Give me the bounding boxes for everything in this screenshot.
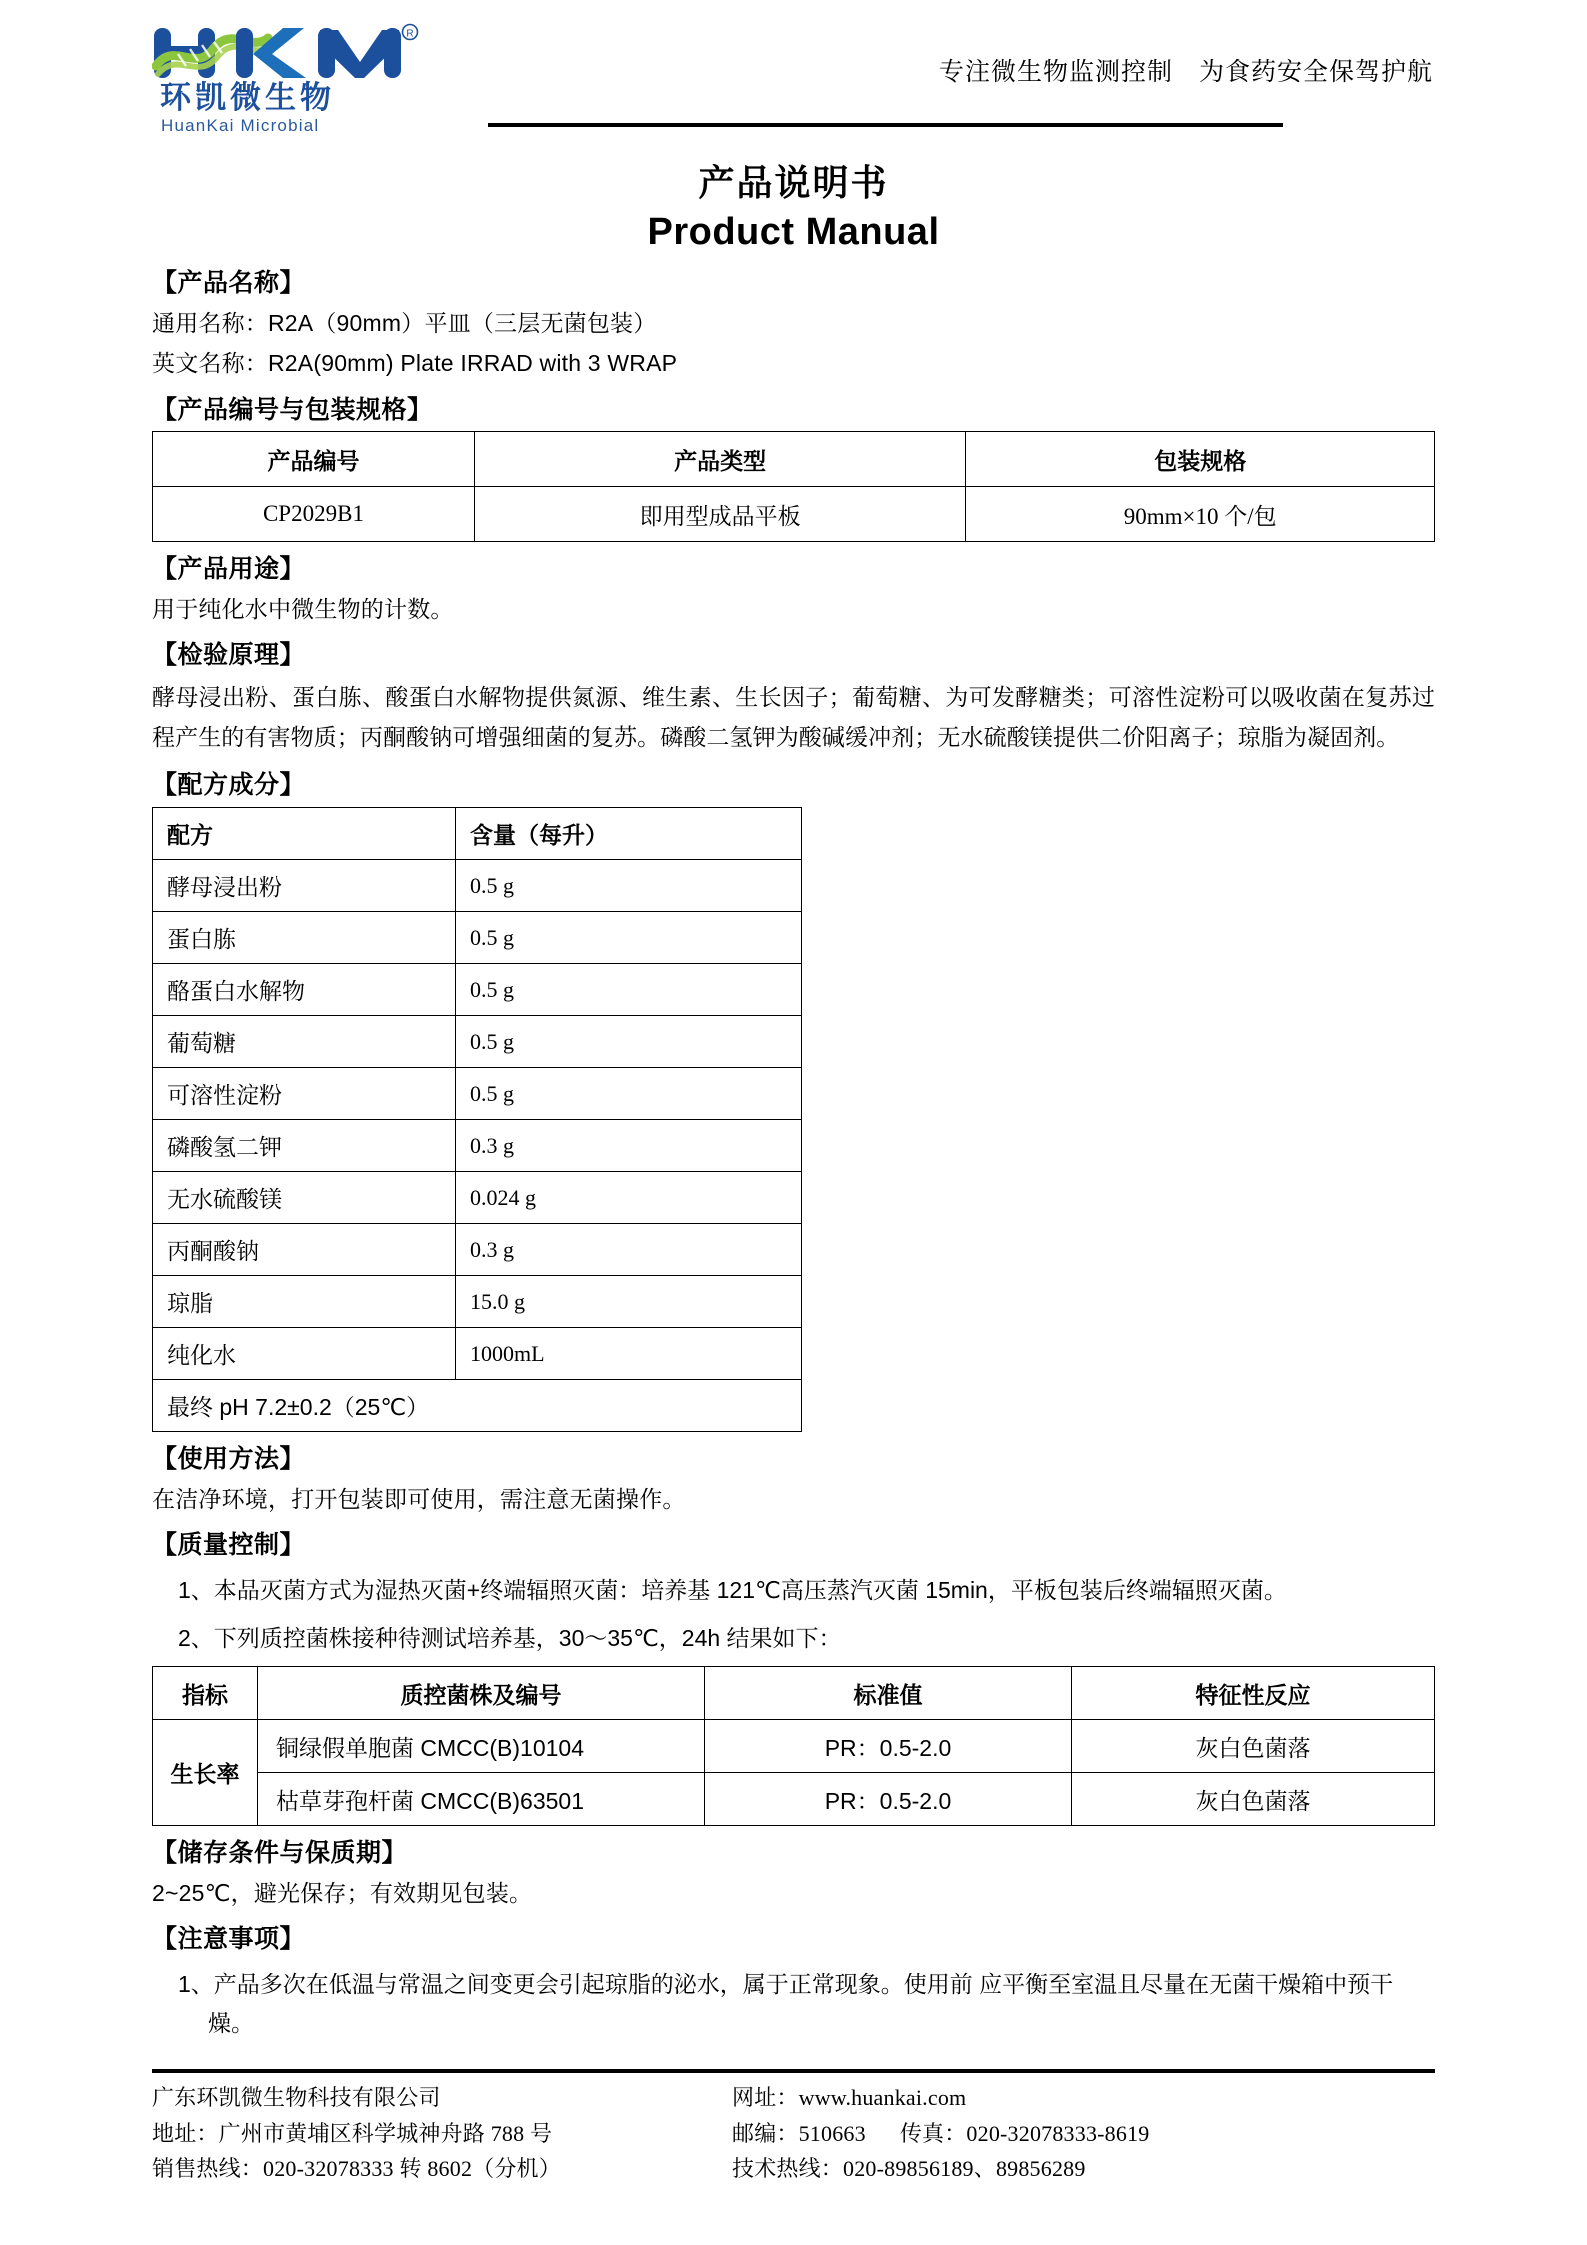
principle-text: 酵母浸出粉、蛋白胨、酸蛋白水解物提供氮源、维生素、生长因子；葡萄糖、为可发酵糖类；可溶性淀粉可以吸收菌在复苏过程产生的有害物质；丙酮酸钠可增强细菌的复苏。磷酸二氢钾为酸碱缓冲剂；无水硫酸镁提供二价阳离子；琼脂为凝固剂。: [152, 684, 1435, 751]
english-name-label: 英文名称：: [152, 350, 268, 377]
cell-amount: 0.5 g: [456, 964, 802, 1016]
cell-ingredient: 无水硫酸镁: [153, 1172, 456, 1224]
table-header-row: [153, 432, 1435, 487]
cell-amount: 1000mL: [456, 1328, 802, 1380]
cell-ingredient: 丙酮酸钠: [153, 1224, 456, 1276]
cell-amount: 0.3 g: [456, 1224, 802, 1276]
company-tagline: 专注微生物监测控制 为食药安全保驾护航: [938, 58, 1433, 86]
cell-amount: 0.5 g: [456, 1016, 802, 1068]
cell-reaction: 灰白色菌落: [1072, 1720, 1435, 1773]
table-row: [153, 1120, 802, 1172]
cell-ingredient: 可溶性淀粉: [153, 1068, 456, 1120]
english-name-row: [152, 345, 1435, 382]
section-heading-product-name: 【产品名称】: [152, 269, 306, 298]
cell-ingredient: 酪蛋白水解物: [153, 964, 456, 1016]
table-row: [153, 1224, 802, 1276]
footer-fax-value: 020-32078333-8619: [966, 2120, 1150, 2146]
cell-ingredient: 纯化水: [153, 1328, 456, 1380]
english-name-value: R2A(90mm) Plate IRRAD with 3 WRAP: [268, 350, 678, 377]
footer-tech-row: [732, 2151, 1435, 2187]
section-heading-storage: 【储存条件与保质期】: [152, 1839, 408, 1868]
footer-tech-label: 技术热线：: [732, 2156, 844, 2182]
tagline-container: [452, 0, 1435, 88]
section-heading-precautions: 【注意事项】: [152, 1925, 306, 1954]
footer-left-column: [152, 2080, 732, 2187]
col-product-code: 产品编号: [153, 432, 475, 487]
footer-company: 广东环凯微生物科技有限公司: [152, 2085, 441, 2111]
footer-postcode-label: 邮编：: [732, 2120, 799, 2146]
cell-amount: 15.0 g: [456, 1276, 802, 1328]
quality-control-table: [152, 1666, 1435, 1826]
cell-standard: PR：0.5-2.0: [705, 1773, 1072, 1826]
section-heading-principle: 【检验原理】: [152, 641, 306, 670]
cell-strain: 铜绿假单胞菌 CMCC(B)10104: [258, 1720, 705, 1773]
product-code-table: [152, 431, 1435, 542]
table-row: [153, 964, 802, 1016]
footer-website-row: [732, 2080, 1435, 2116]
cell-amount: 0.5 g: [456, 912, 802, 964]
qc-item-1: 1、本品灭菌方式为湿热灭菌+终端辐照灭菌：培养基 121℃高压蒸汽灭菌 15min，平板包装后终端辐照灭菌。: [178, 1577, 1287, 1604]
section-heading-product-code: 【产品编号与包装规格】: [152, 395, 433, 424]
col-strain: 质控菌株及编号: [258, 1667, 705, 1720]
table-row: [153, 487, 1435, 542]
page-footer: [152, 2069, 1435, 2187]
logo-company-cn: 环凯微生物: [160, 80, 335, 115]
col-standard: 标准值: [705, 1667, 1072, 1720]
table-header-row: [153, 1667, 1435, 1720]
page-title-cn: 产品说明书: [698, 162, 889, 203]
cell-strain: 枯草芽孢杆菌 CMCC(B)63501: [258, 1773, 705, 1826]
cell-package-spec: 90mm×10 个/包: [966, 487, 1435, 542]
cell-standard: PR：0.5-2.0: [705, 1720, 1072, 1773]
cell-amount: 0.3 g: [456, 1120, 802, 1172]
page-header: [152, 0, 1435, 135]
generic-name-row: [152, 305, 1435, 342]
logo-company-en: HuanKai Microbial: [161, 115, 320, 135]
footer-sales-value: 020-32078333 转 8602（分机）: [263, 2156, 561, 2182]
generic-name-label: 通用名称：: [152, 310, 268, 337]
col-reaction: 特征性反应: [1072, 1667, 1435, 1720]
col-package-spec: 包装规格: [966, 432, 1435, 487]
footer-sales-label: 销售热线：: [152, 2156, 264, 2182]
usage-text: 在洁净环境，打开包装即可使用，需注意无菌操作。: [152, 1486, 686, 1513]
col-ingredient: 配方: [153, 808, 456, 860]
footer-right-column: [732, 2080, 1435, 2187]
formula-table: [152, 807, 802, 1432]
cell-amount: 0.024 g: [456, 1172, 802, 1224]
cell-ingredient: 葡萄糖: [153, 1016, 456, 1068]
cell-product-type: 即用型成品平板: [474, 487, 965, 542]
cell-ph-note: 最终 pH 7.2±0.2（25℃）: [153, 1380, 802, 1432]
table-row: [153, 1276, 802, 1328]
generic-name-value: R2A（90mm）平皿（三层无菌包装）: [268, 310, 657, 337]
col-amount: 含量（每升）: [456, 808, 802, 860]
table-row: [153, 1068, 802, 1120]
col-metric: 指标: [153, 1667, 258, 1720]
page-title-en: Product Manual: [647, 210, 940, 253]
storage-text: 2~25℃，避光保存；有效期见包装。: [152, 1879, 533, 1906]
footer-divider: [152, 2069, 1435, 2073]
table-row: [153, 912, 802, 964]
cell-product-code: CP2029B1: [153, 487, 475, 542]
footer-website-value[interactable]: www.huankai.com: [798, 2085, 967, 2111]
footer-postcode-value: 510663: [798, 2120, 866, 2146]
col-product-type: 产品类型: [474, 432, 965, 487]
cell-amount: 0.5 g: [456, 1068, 802, 1120]
footer-address-value: 广州市黄埔区科学城神舟路 788 号: [218, 2120, 553, 2146]
company-logo: [152, 0, 452, 136]
header-divider: [488, 123, 1283, 127]
cell-reaction: 灰白色菌落: [1072, 1773, 1435, 1826]
table-row: [153, 1773, 1435, 1826]
hkm-logo-icon: [152, 22, 420, 84]
cell-ingredient: 蛋白胨: [153, 912, 456, 964]
cell-ingredient: 酵母浸出粉: [153, 860, 456, 912]
table-row-ph: [153, 1380, 802, 1432]
section-heading-formula: 【配方成分】: [152, 770, 306, 799]
cell-ingredient: 琼脂: [153, 1276, 456, 1328]
section-heading-quality-control: 【质量控制】: [152, 1531, 306, 1560]
footer-address-label: 地址：: [152, 2120, 219, 2146]
section-heading-purpose: 【产品用途】: [152, 555, 306, 584]
table-row: [153, 1016, 802, 1068]
footer-website-label: 网址：: [732, 2085, 799, 2111]
footer-sales-row: [152, 2151, 732, 2187]
table-row: [153, 1720, 1435, 1773]
table-row: [153, 1328, 802, 1380]
table-row: [153, 1172, 802, 1224]
footer-address-row: [152, 2116, 732, 2152]
cell-amount: 0.5 g: [456, 860, 802, 912]
purpose-text: 用于纯化水中微生物的计数。: [152, 596, 454, 623]
qc-item-2: 2、下列质控菌株接种待测试培养基，30～35℃，24h 结果如下：: [178, 1624, 842, 1651]
table-row: [153, 860, 802, 912]
table-header-row: [153, 808, 802, 860]
precaution-item-1: 1、产品多次在低温与常温之间变更会引起琼脂的泌水，属于正常现象。使用前 应平衡至室温且尽量在无菌干燥箱中预干燥。: [178, 1970, 1394, 2037]
cell-metric: 生长率: [153, 1720, 258, 1826]
svg-text:R: R: [406, 28, 414, 40]
footer-tech-value: 020-89856189、89856289: [843, 2156, 1086, 2182]
footer-fax-label: 传真：: [899, 2120, 967, 2146]
section-heading-usage: 【使用方法】: [152, 1445, 306, 1474]
cell-ingredient: 磷酸氢二钾: [153, 1120, 456, 1172]
footer-postcode-fax-row: [732, 2116, 1435, 2152]
